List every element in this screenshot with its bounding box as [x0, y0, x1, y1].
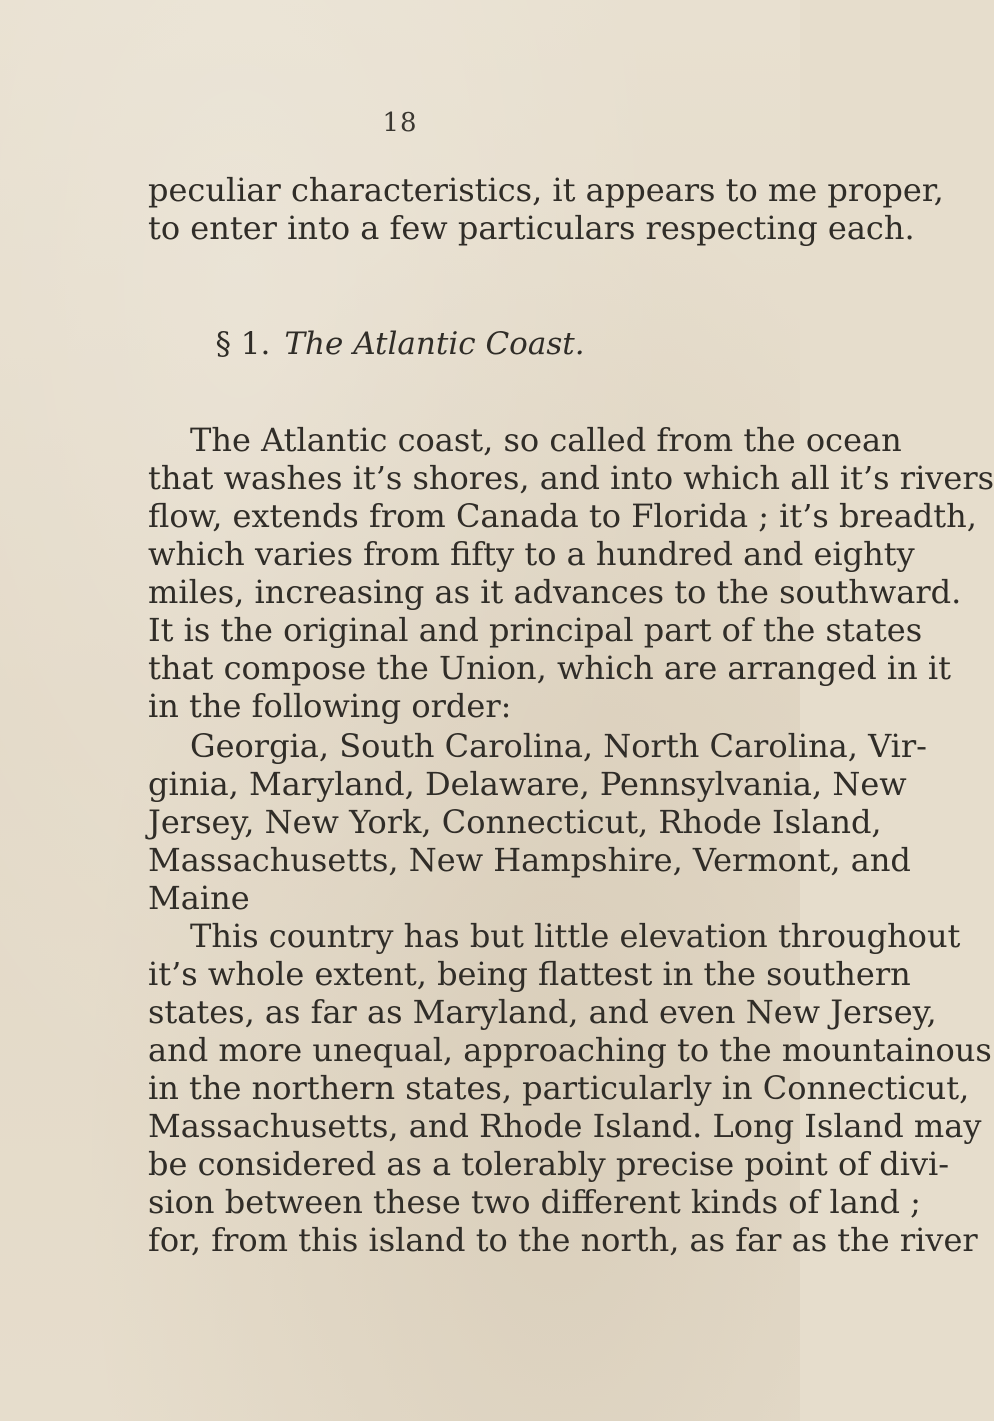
section-title: The Atlantic Coast.: [284, 326, 585, 362]
text-line: This country has but little elevation throughout: [190, 917, 961, 955]
text-line: Massachusetts, and Rhode Island. Long Island may: [148, 1107, 982, 1145]
text-line: Massachusetts, New Hampshire, Vermont, and: [148, 841, 911, 879]
text-line: Maine: [148, 879, 250, 917]
text-line: peculiar characteristics, it appears to me proper,: [148, 171, 944, 209]
text-line: in the northern states, particularly in Connecticut,: [148, 1069, 970, 1107]
text-line: states, as far as Maryland, and even New Jersey,: [148, 993, 937, 1031]
text-line: Jersey, New York, Connecticut, Rhode Island,: [148, 803, 882, 841]
text-line: miles, increasing as it advances to the southward.: [148, 573, 962, 611]
section-number: § 1.: [215, 326, 271, 362]
text-line: It is the original and principal part of the states: [148, 611, 923, 649]
text-line: flow, extends from Canada to Florida ; it’s breadth,: [148, 497, 977, 535]
page-number: 18: [382, 108, 418, 138]
text-line: which varies from fifty to a hundred and eighty: [148, 535, 915, 573]
text-line: that compose the Union, which are arranged in it: [148, 649, 951, 687]
text-line: The Atlantic coast, so called from the ocean: [190, 421, 902, 459]
text-line: in the following order:: [148, 687, 512, 725]
text-line: that washes it’s shores, and into which all it’s rivers: [148, 459, 994, 497]
text-line: ginia, Maryland, Delaware, Pennsylvania, New: [148, 765, 907, 803]
text-line: Georgia, South Carolina, North Carolina, Vir-: [190, 727, 927, 765]
text-line: it’s whole extent, being flattest in the southern: [148, 955, 911, 993]
text-line: be considered as a tolerably precise point of divi-: [148, 1145, 950, 1183]
section-heading: [0, 326, 800, 362]
text-line: to enter into a few particulars respecting each.: [148, 209, 915, 247]
text-line: and more unequal, approaching to the mountainous: [148, 1031, 992, 1069]
text-line: for, from this island to the north, as far as the river: [148, 1221, 978, 1259]
text-line: sion between these two different kinds of land ;: [148, 1183, 921, 1221]
